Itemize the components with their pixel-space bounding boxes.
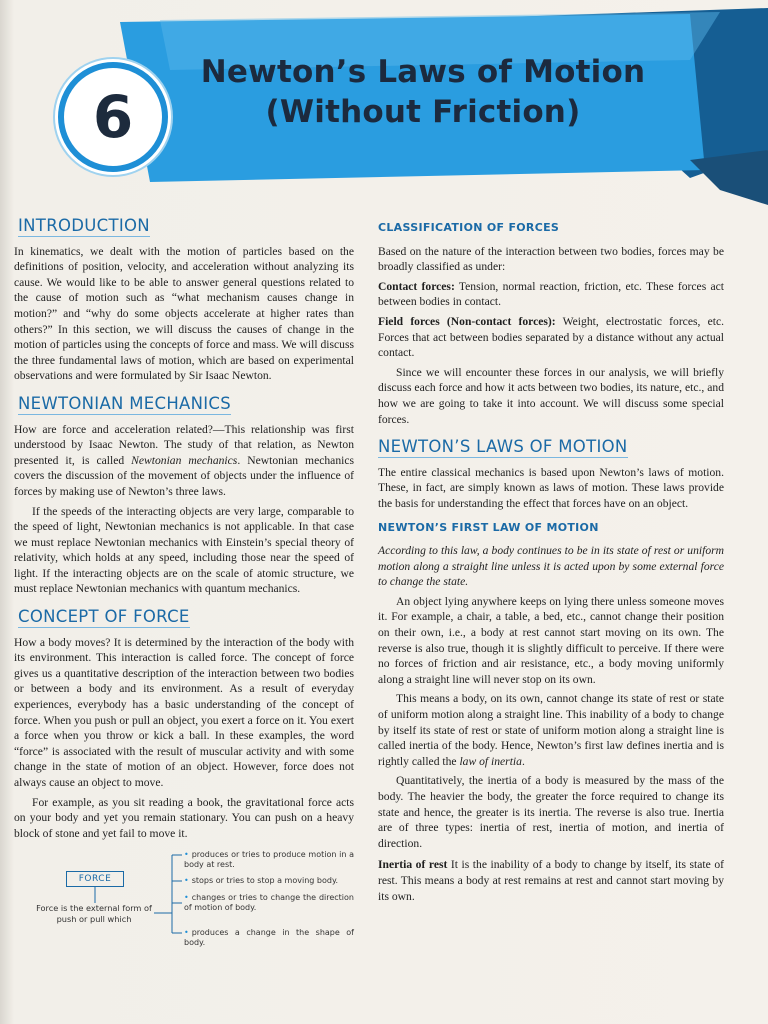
force-diagram [14,847,354,948]
chapter-title [188,52,658,132]
classification-paragraph-1: Based on the nature of the interaction between two bodies, forces may be broadly classified as under: [378,244,724,274]
newtonian-paragraph-1: How are force and acceleration related?—This relationship was first understood by Isaac Newton. The study of that relation, as Newton presented it, is called Newtonian mechanics. Newtonian mechanics covers the discussion of the movement of objects under the influence of forces by making use of Newton’s three laws. [14,422,354,498]
force-effect-4: • produces a change in the shape of body. [184,928,354,948]
newtonian-paragraph-2: If the speeds of the interacting objects are very large, comparable to the speed of light, Newtonian mechanics is not applicable. In that case we must replace Newtonian mechanics with Einstein’s special theory of relativity, which holds at any speed, including those near the speed of light. If the interacting objects are on the scale of atomic structure, we must replace Newtonian mechanics with quantum mechanics. [14,504,354,596]
first-law-heading: NEWTON’S FIRST LAW OF MOTION [378,520,599,534]
concept-of-force-heading: CONCEPT OF FORCE [18,607,190,627]
force-effect-3: • changes or tries to change the direction of motion of body. [184,893,354,913]
concept-paragraph-2: For example, as you sit reading a book, the gravitational force acts on your body and yet you remain stationary. You can push on a heavy block of stone and yet fail to move it. [14,795,354,840]
contact-forces-paragraph: Contact forces: Tension, normal reaction, friction, etc. These forces act between bodies in contact. [378,279,724,309]
introduction-paragraph: In kinematics, we dealt with the motion of particles based on the definitions of position, velocity, and acceleration without analyzing its cause. We would like to be able to answer general questions related to the cause of motion such as “what mechanism causes change in motion?” and “why do some objects accelerate at higher rates than others?” In this section, we will discuss the causes of change in the motion of particles using the concepts of force and mass. We will discuss the three fundamental laws of motion, which are based on experimental observations and were formulated by Sir Isaac Newton. [14,244,354,383]
force-caption: Force is the external form of push or pull which [36,903,152,924]
force-box: FORCE [66,871,124,887]
first-law-paragraph-1: An object lying anywhere keeps on lying there unless someone moves it. For example, a chair, a table, a bed, etc., cannot change their position on their own, i.e., a body at rest cannot start moving on its own. The reverse is also true, though it is slightly difficult to perceive. If there were no forces of friction and air resistance, etc., a body moving uniformly along a straight line will never stop on its own. [378,594,724,686]
first-law-statement: According to this law, a body continues to be in its state of rest or uniform motion along a straight line unless it is acted upon by some external force to change the state. [378,544,724,589]
force-effect-1: • produces or tries to produce motion in a body at rest. [184,850,354,870]
first-law-paragraph-2: This means a body, on its own, cannot change its state of rest or state of uniform motion along a straight line. This inability of a body to change by itself its state of rest or state of uniform motion along a straight line is called inertia of the body. Hence, Newton’s first law defines inertia and is rightly called the law of inertia. [378,692,724,768]
chapter-number: 6 [58,62,168,172]
chapter-title-line2: (Without Friction) [265,94,581,130]
force-effect-2: • stops or tries to stop a moving body. [184,876,354,886]
chapter-title-line1: Newton’s Laws of Motion [200,54,646,90]
left-column [14,216,354,948]
classification-paragraph-2: Since we will encounter these forces in our analysis, we will briefly discuss each force and how it acts between two bodies, its nature, etc., and how we are going to take it into account. We will discuss some special forces. [378,365,724,426]
newtons-laws-heading: NEWTON’S LAWS OF MOTION [378,437,628,457]
classification-heading: CLASSIFICATION OF FORCES [378,221,560,234]
concept-paragraph-1: How a body moves? It is determined by the interaction of the body with its environment. This interaction is called force. The concept of force gives us a quantitative description of the interaction between two bodies or between a body and its environment. As a result of everyday experiences, everybody has a basic understanding of the concept of force. When you push or pull an object, you exert a force on it. You exert a force when you throw or kick a ball. In these examples, the word “force” is associated with the result of muscular activity and with some change in the state of motion of an object. However, force does not always cause an object to move. [14,635,354,789]
newtonian-mechanics-heading: NEWTONIAN MECHANICS [18,393,232,413]
introduction-heading: INTRODUCTION [18,216,150,235]
first-law-paragraph-3: Quantitatively, the inertia of a body is measured by the mass of the body. The heavier the body, the greater the force required to change its state and hence, the greater is its inertia. The reverse is also true. Inertia are of three types: inertia of rest, inertia of motion, and inertia of direction. [378,774,724,850]
field-forces-paragraph: Field forces (Non-contact forces): Weight, electrostatic forces, etc. Forces that act between bodies separated by a distance without any actual contact. [378,314,724,360]
newtons-laws-paragraph: The entire classical mechanics is based upon Newton’s laws of motion. These, in fact, are simply known as laws of motion. These laws provide the basis for understanding the effect that forces have on an object. [378,465,724,510]
right-column [378,218,724,908]
inertia-of-rest-paragraph: Inertia of rest It is the inability of a body to change by itself, its state of rest. This means a body at rest remains at rest and cannot start moving by its own. [378,858,724,903]
